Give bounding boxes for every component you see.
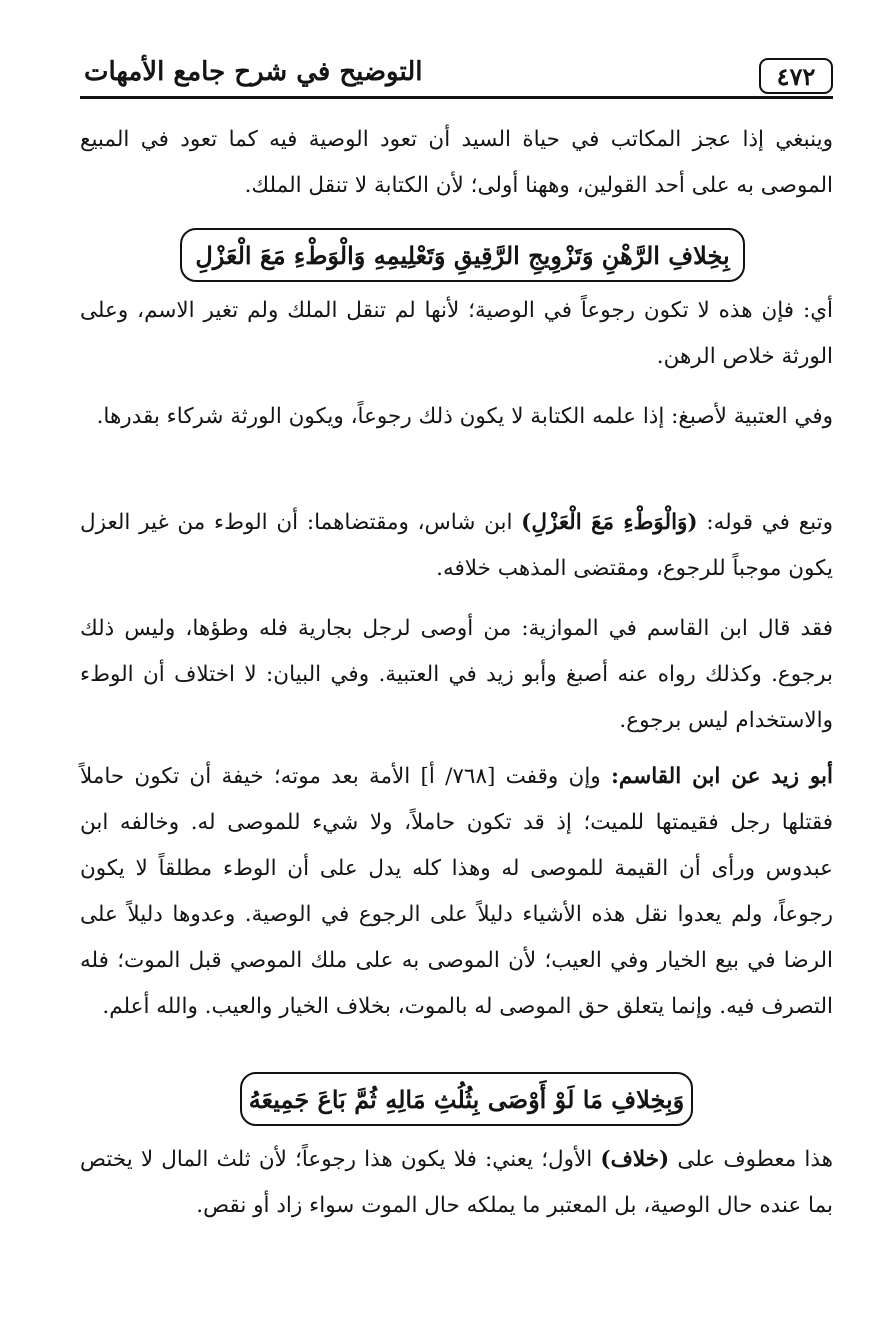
paragraph-3: وفي العتبية لأصبغ: إذا علمه الكتابة لا يكون ذلك رجوعاً، ويكون الورثة شركاء بقدرها. (96, 404, 833, 429)
paragraph-7-text-a: هذا معطوف على (669, 1147, 833, 1172)
paragraph-4-quote: (وَالْوَطْءِ مَعَ الْعَزْلِ) (521, 510, 698, 535)
paragraph-6-text: وإن وقفت [٧٦٨/ أ] الأمة بعد موته؛ خيفة أن تكون حاملاً فقتلها رجل فقيمتها للميت؛ إذ قد تكون حاملاً، ولا شيء للموصى له. وخالفه ابن عبدوس ورأى أن القيمة للموصى له وهذا كله يدل على أن الوطء مطلقاً لا يكون رجوعاً، ولم يعدوا نقل هذه الأشياء دليلاً على الرجوع في الوصية. وعدوها دليلاً على الرضا في بيع الخيار وفي العيب؛ لأن الموصى به على ملك الموصي قبل الموت؛ فله التصرف فيه. وإنما يتعلق حق الموصى له بالموت، بخلاف الخيار والعيب. والله أعلم. (80, 764, 833, 1019)
paragraph-6-lead: أبو زيد عن ابن القاسم: (610, 764, 833, 789)
matn-box-2: وَبِخِلافِ مَا لَوْ أَوْصَى بِثُلُثِ مَالِهِ ثُمَّ بَاعَ جَمِيعَهُ (240, 1072, 693, 1126)
matn-box-1: بِخِلافِ الرَّهْنِ وَتَزْوِيجِ الرَّقِيقِ وَتَعْلِيمِهِ وَالْوَطْءِ مَعَ الْعَزْلِ (180, 228, 745, 282)
paragraph-7-quote: (خلاف) (600, 1147, 670, 1172)
paragraph-6 (80, 754, 833, 1030)
paragraph-7 (80, 1137, 833, 1229)
paragraph-4 (80, 500, 833, 592)
paragraph-7-text-b: الأول؛ يعني: فلا يكون هذا رجوعاً؛ لأن ثلث المال لا يختص بما عنده حال الوصية، بل المعتبر ما يملكه حال الموت سواء زاد أو نقص. (80, 1147, 833, 1218)
running-title: التوضيح في شرح جامع الأمهات (84, 57, 423, 87)
header-rule (80, 96, 833, 99)
book-page (80, 0, 833, 1342)
paragraph-4-text-a: وتبع في قوله: (697, 510, 833, 535)
page-header (80, 52, 833, 96)
paragraph-4-text-b: ابن شاس، ومقتضاهما: أن الوطء من غير العزل يكون موجباً للرجوع، ومقتضى المذهب خلافه. (80, 510, 833, 581)
page-number: ٤٧٢ (759, 58, 833, 94)
paragraph-2: أي: فإن هذه لا تكون رجوعاً في الوصية؛ لأنها لم تنقل الملك ولم تغير الاسم، وعلى الورثة خلاص الرهن. (80, 298, 833, 369)
paragraph-5: فقد قال ابن القاسم في الموازية: من أوصى لرجل بجارية فله وطؤها، وليس ذلك برجوع. وكذلك رواه عنه أصبغ وأبو زيد في العتبية. وفي البيان: لا اختلاف أن الوطء والاستخدام ليس برجوع. (80, 616, 833, 733)
paragraph-1: وينبغي إذا عجز المكاتب في حياة السيد أن تعود الوصية فيه كما تعود في المبيع الموصى به على أحد القولين، وههنا أولى؛ لأن الكتابة لا تنقل الملك. (80, 127, 833, 198)
